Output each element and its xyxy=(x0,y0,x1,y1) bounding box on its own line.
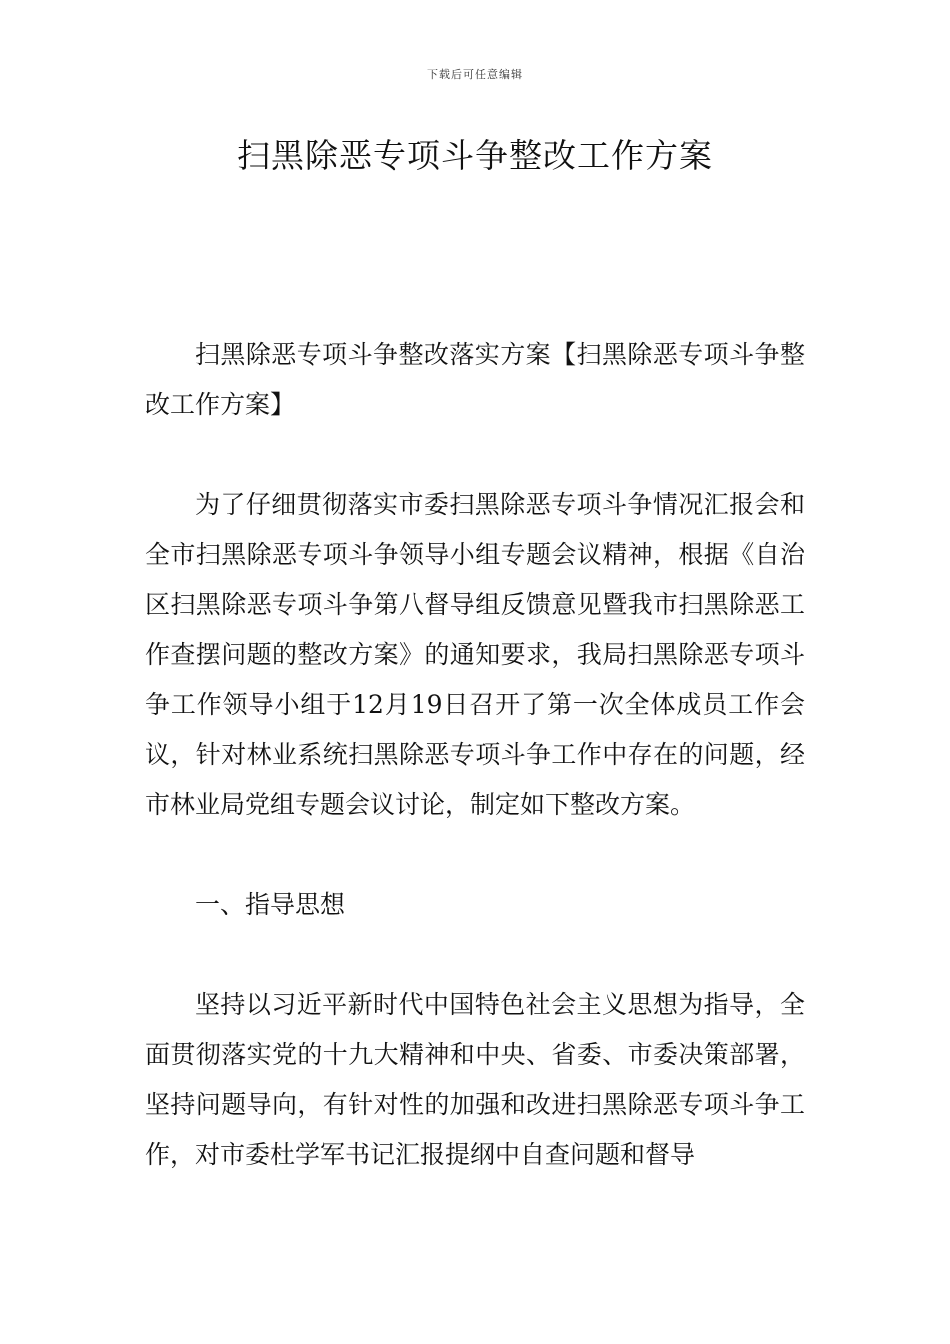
header-note: 下载后可任意编辑 xyxy=(427,68,523,81)
paragraph-purpose: 为了仔细贯彻落实市委扫黑除恶专项斗争情况汇报会和全市扫黑除恶专项斗争领导小组专题会议精神，根据《自治区扫黑除恶专项斗争第八督导组反馈意见暨我市扫黑除恶工作查摆问题的整改方案》的通知要求，我局扫黑除恶专项斗争工作领导小组于12月19日召开了第一次全体成员工作会议，针对林业系统扫黑除恶专项斗争工作中存在的问题，经市林业局党组专题会议讨论，制定如下整改方案。 xyxy=(145,490,805,819)
document-title: 扫黑除恶专项斗争整改工作方案 xyxy=(237,136,713,175)
paragraph-guiding-thought: 坚持以习近平新时代中国特色社会主义思想为指导，全面贯彻落实党的十九大精神和中央、省委、市委决策部署，坚持问题导向，有针对性的加强和改进扫黑除恶专项斗争工作，对市委杜学军书记汇报提纲中自查问题和督导 xyxy=(145,990,805,1169)
section-heading-guiding-thought: 一、指导思想 xyxy=(195,890,346,919)
paragraph-intro: 扫黑除恶专项斗争整改落实方案【扫黑除恶专项斗争整改工作方案】 xyxy=(145,340,805,419)
document-body xyxy=(145,330,805,1230)
